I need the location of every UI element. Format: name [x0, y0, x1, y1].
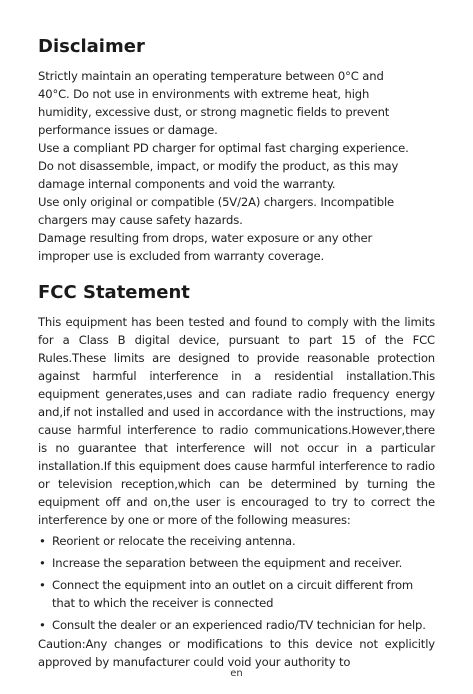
disclaimer-line: improper use is excluded from warranty coverage. — [38, 249, 325, 263]
bullet-icon: • — [39, 534, 46, 548]
disclaimer-line: performance issues or damage. — [38, 123, 218, 137]
disclaimer-line: Use only original or compatible (5V/2A) chargers. Incompatible — [38, 195, 394, 209]
manual-page — [38, 36, 435, 671]
list-item — [38, 554, 435, 572]
disclaimer-line: Use a compliant PD charger for optimal fast charging experience. — [38, 141, 409, 155]
page-language-footer: en — [230, 668, 243, 679]
fcc-heading: FCC Statement — [38, 282, 190, 303]
disclaimer-line: 40°C. Do not use in environments with extreme heat, high — [38, 87, 370, 101]
measure-text: Increase the separation between the equipment and receiver. — [52, 556, 403, 570]
bullet-icon: • — [39, 618, 46, 632]
bullet-icon: • — [39, 578, 46, 592]
disclaimer-text — [38, 67, 435, 265]
disclaimer-line: humidity, excessive dust, or strong magnetic fields to prevent — [38, 105, 390, 119]
measure-text: Reorient or relocate the receiving antenna. — [52, 534, 296, 548]
measure-text: Consult the dealer or an experienced radio/TV technician for help. — [52, 618, 426, 632]
measures-list — [38, 532, 435, 634]
measure-text: Connect the equipment into an outlet on a circuit different from that to which the receiver is connected — [52, 578, 414, 610]
bullet-icon: • — [39, 556, 46, 570]
disclaimer-line: Damage resulting from drops, water exposure or any other — [38, 231, 373, 245]
caution-text: Caution:Any changes or modifications to this device not explicitly approved by manufacturer could void your authority to — [38, 637, 435, 669]
list-item — [38, 576, 435, 612]
disclaimer-heading: Disclaimer — [38, 36, 145, 57]
disclaimer-line: damage internal components and void the warranty. — [38, 177, 336, 191]
disclaimer-line: Do not disassemble, impact, or modify the product, as this may — [38, 159, 399, 173]
list-item — [38, 532, 435, 550]
disclaimer-line: chargers may cause safety hazards. — [38, 213, 243, 227]
disclaimer-line: Strictly maintain an operating temperature between 0°C and — [38, 69, 384, 83]
list-item — [38, 616, 435, 634]
fcc-statement-text: This equipment has been tested and found to comply with the limits for a Class B digital device, pursuant to part 15 of the FCC Rules.These limits are designed to provide reasonable protection against harmful interference in a residential installation.This equipment generates,uses and can radiate radio frequency energy and,if not installed and used in accordance with the instructions, may cause harmful interference to radio communications.However,there is no guarantee that interference will not occur in a particular installation.If this equipment does cause harmful interference to radio or television reception,which can be determined by turning the equipment off and on,the user is encouraged to try to correct the interference by one or more of the following measures: — [38, 315, 435, 527]
